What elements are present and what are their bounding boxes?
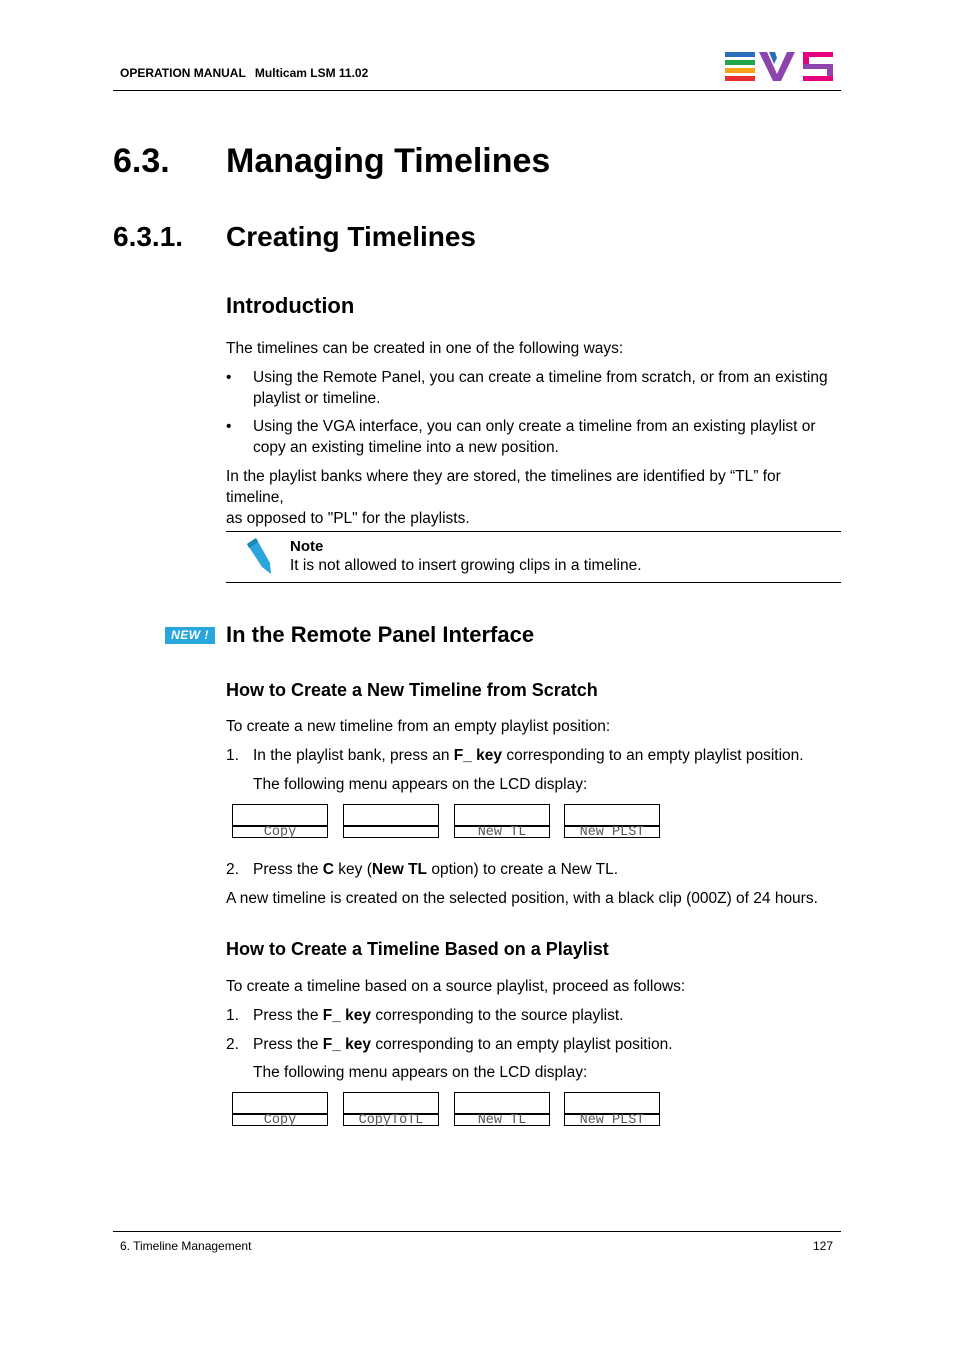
lcd-top xyxy=(233,1093,327,1115)
paragraph-line: In the playlist banks where they are stored, the timelines are identified by “TL” for timeline, xyxy=(226,468,781,506)
lcd-label: New TL xyxy=(477,825,527,840)
lcd-top xyxy=(233,805,327,827)
note-title: Note xyxy=(290,538,324,555)
key-name: C xyxy=(322,861,334,878)
step-number: 1. xyxy=(226,747,239,764)
section-title: Managing Timelines xyxy=(226,142,551,180)
bullet-marker: • xyxy=(226,418,232,435)
product-label: Multicam LSM 11.02 xyxy=(254,66,369,80)
running-header xyxy=(120,66,368,80)
key-name: F_ key xyxy=(322,1007,372,1024)
lcd-label: Copy xyxy=(263,825,297,840)
lcd-cell xyxy=(232,1092,328,1126)
remote-heading: In the Remote Panel Interface xyxy=(226,622,535,647)
step-text: Press the xyxy=(253,1007,323,1024)
step-text: Press the xyxy=(253,861,323,878)
note-top-rule xyxy=(226,531,841,532)
playlist-heading: How to Create a Timeline Based on a Playlist xyxy=(226,939,609,959)
lcd-top xyxy=(455,1093,549,1115)
bullet-line: playlist or timeline. xyxy=(253,390,381,407)
bullet-marker: • xyxy=(226,369,232,386)
lcd-top xyxy=(455,805,549,827)
footer-rule xyxy=(113,1231,841,1232)
intro-heading: Introduction xyxy=(226,293,355,318)
playlist-lead: To create a timeline based on a source playlist, proceed as follows: xyxy=(226,978,686,995)
note-text: It is not allowed to insert growing clips in a timeline. xyxy=(290,557,642,574)
section-number: 6.3. xyxy=(113,142,170,180)
key-name: F_ key xyxy=(322,1036,372,1053)
step-text: corresponding to an empty playlist position. xyxy=(502,747,804,764)
step-text: In the playlist bank, press an xyxy=(253,747,454,764)
lcd-top xyxy=(344,805,438,827)
lcd-label: Copy xyxy=(263,1113,297,1128)
evs-logo xyxy=(725,52,835,82)
scratch-heading: How to Create a New Timeline from Scratch xyxy=(226,680,598,700)
subsection-title: Creating Timelines xyxy=(226,221,477,252)
lcd-cell xyxy=(232,804,328,838)
lcd-label xyxy=(344,827,438,839)
intro-lead: The timelines can be created in one of the following ways: xyxy=(226,340,624,357)
step-text: key ( xyxy=(333,861,372,878)
lcd-cell xyxy=(343,1092,439,1126)
step-text: corresponding to an empty playlist position. xyxy=(371,1036,673,1053)
step-text: option) to create a New TL. xyxy=(427,861,618,878)
lcd-cell xyxy=(564,1092,660,1126)
playlist-step-2 xyxy=(253,1034,843,1055)
lcd-cell xyxy=(454,804,550,838)
note-bottom-rule xyxy=(226,582,841,583)
lcd-top xyxy=(344,1093,438,1115)
lcd-label: New PLST xyxy=(579,825,645,840)
lcd-cell xyxy=(564,804,660,838)
lcd-label: CopyToTL xyxy=(358,1113,424,1128)
lcd-label: New TL xyxy=(477,1113,527,1128)
scratch-menu-intro: The following menu appears on the LCD display: xyxy=(253,776,588,793)
new-badge: NEW ! xyxy=(165,627,215,644)
page-number: 127 xyxy=(813,1239,834,1253)
subsection-number: 6.3.1. xyxy=(113,221,184,252)
scratch-step-1 xyxy=(253,745,843,766)
scratch-lead: To create a new timeline from an empty playlist position: xyxy=(226,718,611,735)
key-name: F_ key xyxy=(453,747,503,764)
bullet-item xyxy=(253,367,843,409)
bullet-line: Using the VGA interface, you can only create a timeline from an existing playlist or xyxy=(253,418,816,435)
step-text: corresponding to the source playlist. xyxy=(371,1007,624,1024)
playlist-step-1 xyxy=(253,1005,843,1026)
step-number: 2. xyxy=(226,861,239,878)
footer-chapter: 6. Timeline Management xyxy=(120,1239,252,1253)
bullet-line: copy an existing timeline into a new position. xyxy=(253,439,559,456)
step-text: Press the xyxy=(253,1036,323,1053)
playlist-menu-intro: The following menu appears on the LCD display: xyxy=(253,1064,588,1081)
lcd-label: New PLST xyxy=(579,1113,645,1128)
lcd-top xyxy=(565,1093,659,1115)
scratch-result: A new timeline is created on the selected position, with a black clip (000Z) of 24 hours. xyxy=(226,890,818,907)
paragraph-line: as opposed to "PL" for the playlists. xyxy=(226,510,470,527)
intro-paragraph xyxy=(226,466,842,529)
lcd-top xyxy=(565,805,659,827)
bullet-line: Using the Remote Panel, you can create a timeline from scratch, or from an existing xyxy=(253,369,828,386)
bullet-item xyxy=(253,416,843,458)
pencil-icon xyxy=(244,537,274,575)
step-number: 1. xyxy=(226,1007,239,1024)
step-number: 2. xyxy=(226,1036,239,1053)
lcd-cell xyxy=(343,804,439,838)
scratch-step-2 xyxy=(253,859,843,880)
header-rule xyxy=(113,90,841,91)
lcd-cell xyxy=(454,1092,550,1126)
manual-label: OPERATION MANUAL xyxy=(120,66,246,80)
option-name: New TL xyxy=(371,861,428,878)
